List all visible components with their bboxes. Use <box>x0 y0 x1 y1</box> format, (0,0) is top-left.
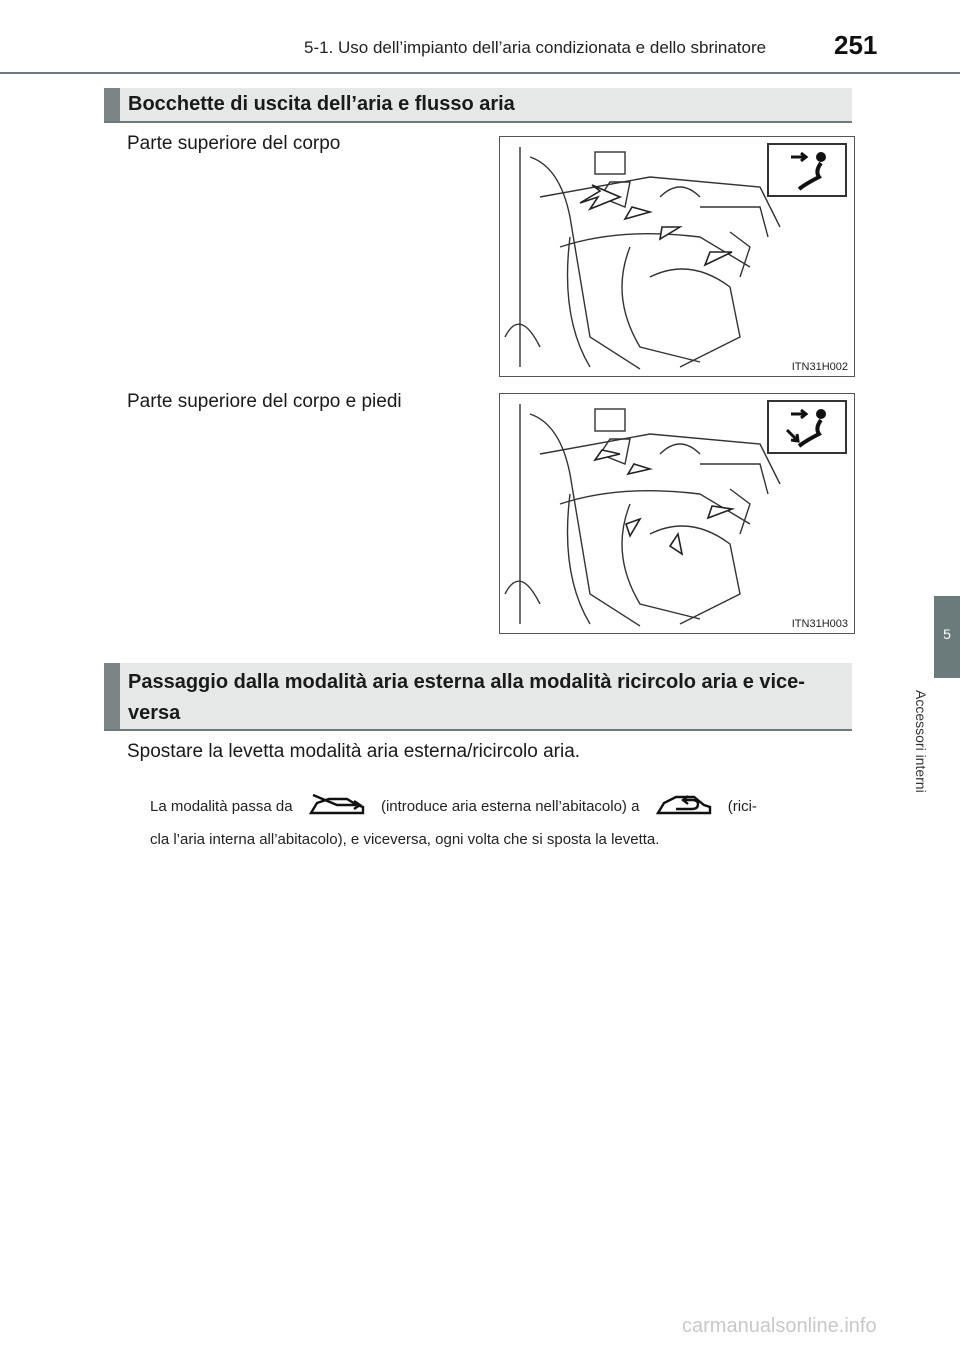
section-heading-air-mode <box>104 663 852 731</box>
chapter-tab-label: Accessori interni <box>913 690 929 793</box>
note-part1: La modalità passa da <box>150 797 293 815</box>
page-number: 251 <box>834 30 878 60</box>
mode-label-upper-body: Parte superiore del corpo <box>127 133 341 154</box>
section-heading-vents <box>104 88 852 123</box>
instruction-text: Spostare la levetta modalità aria esterna/ricircolo aria. <box>127 741 581 762</box>
outside-air-icon <box>307 789 367 825</box>
note-line2: cla l’aria interna all’abitacolo), e viceversa, ogni volta che si sposta la levetta. <box>150 831 660 848</box>
note-line1 <box>150 789 757 825</box>
figure-code: ITN31H002 <box>791 361 848 373</box>
face-vent-icon <box>767 143 847 197</box>
mode-label-upper-body-feet: Parte superiore del corpo e piedi <box>127 391 402 412</box>
chapter-header: 5-1. Uso dell’impianto dell’aria condizionata e dello sbrinatore <box>304 38 767 57</box>
header-divider <box>0 72 960 74</box>
chapter-tab-number: 5 <box>943 626 951 642</box>
section-title: Bocchette di uscita dell’aria e flusso aria <box>128 93 515 115</box>
bi-level-vent-icon <box>767 400 847 454</box>
section-title-line1: Passaggio dalla modalità aria esterna alla modalità ricircolo aria e vice- <box>128 671 805 693</box>
figure-upper-body-feet <box>499 393 855 634</box>
recirculation-icon <box>654 789 714 825</box>
watermark: carmanualsonline.info <box>682 1315 877 1337</box>
figure-code: ITN31H003 <box>791 618 848 630</box>
note-part3: (rici- <box>727 797 757 815</box>
figure-upper-body <box>499 136 855 377</box>
section-title-line2: versa <box>128 702 181 724</box>
note-part2: (introduce aria esterna nell’abitacolo) a <box>380 797 640 815</box>
